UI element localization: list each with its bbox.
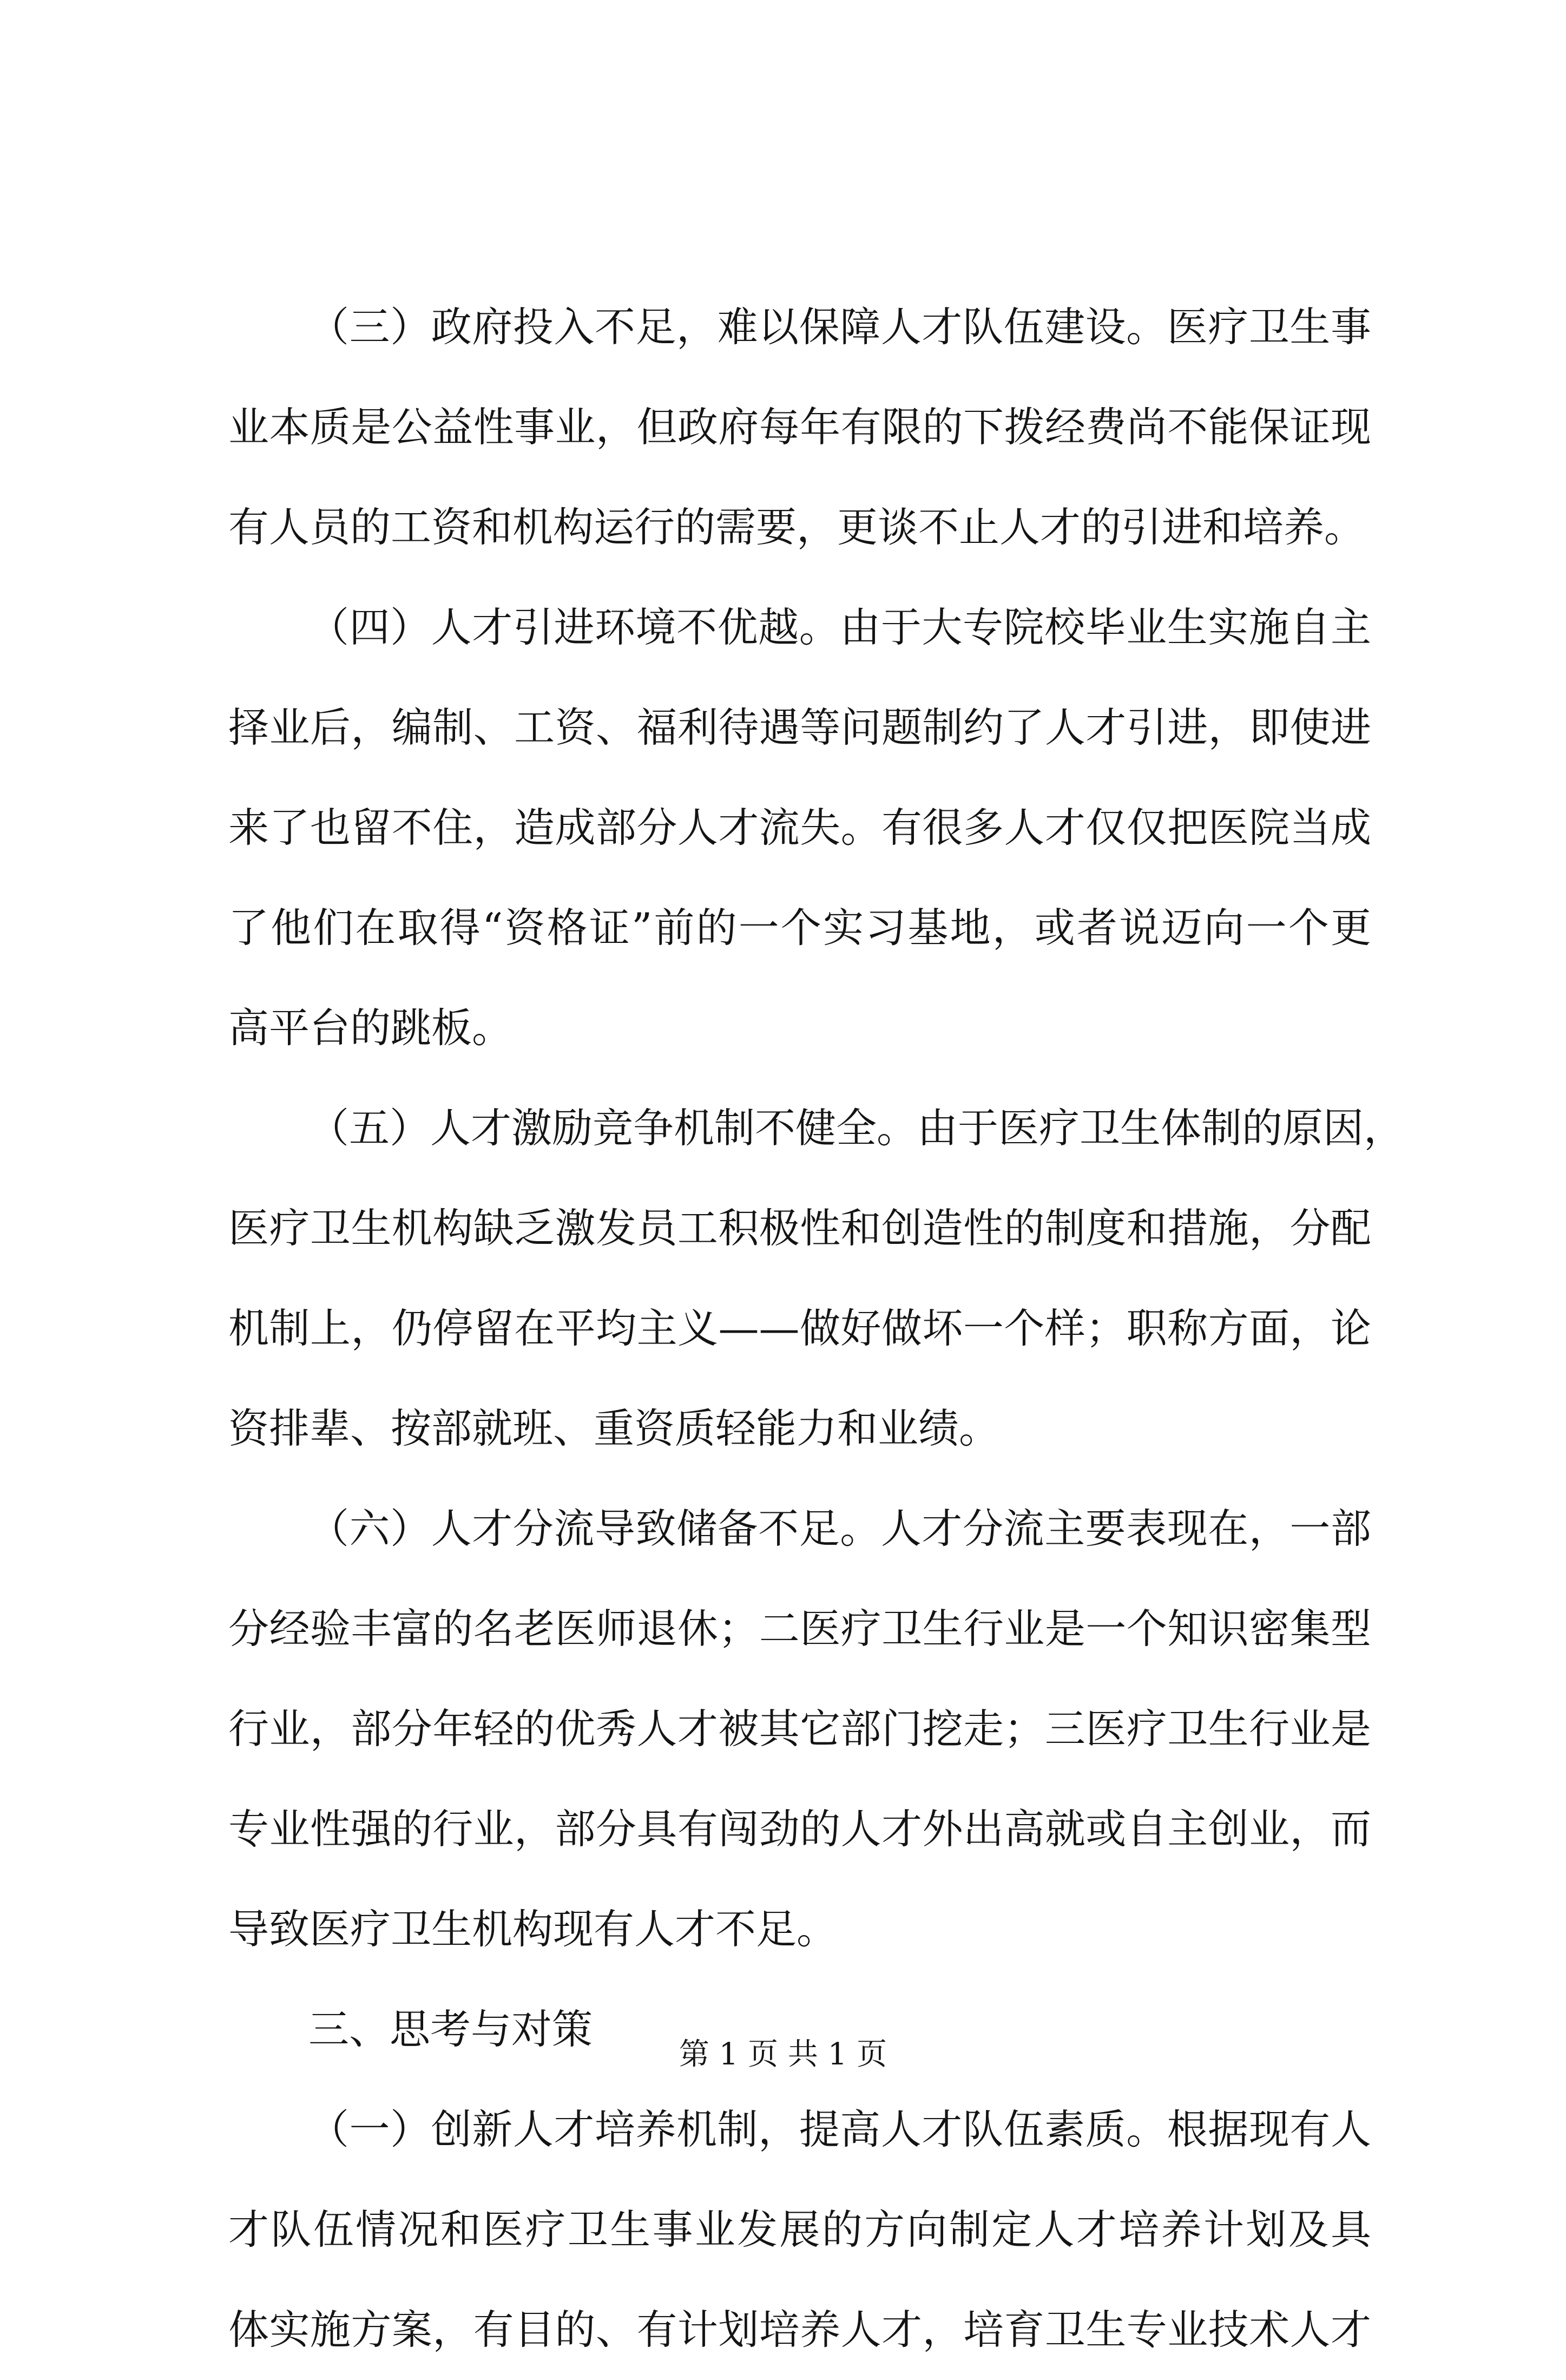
subsection-1-line-3: 体实施方案，有目的、有计划培养人才，培育卫生专业技术人才 [228,2306,1371,2353]
subsection-1-line-1: （一）创新人才培养机制，提高人才队伍素质。根据现有人 [308,2106,1371,2153]
paragraph-4-line-3: 来了也留不住，造成部分人才流失。有很多人才仅仅把医院当成 [228,804,1371,851]
paragraph-6-line-3: 行业，部分年轻的优秀人才被其它部门挖走；三医疗卫生行业是 [228,1705,1371,1753]
paragraph-5-line-1: （五）人才激励竞争机制不健全。由于医疗卫生体制的原因， [308,1104,1405,1152]
paragraph-6-line-5: 导致医疗卫生机构现有人才不足。 [228,1905,838,1953]
paragraph-3-line-1: （三）政府投入不足，难以保障人才队伍建设。医疗卫生事 [308,303,1371,351]
paragraph-4-line-1: （四）人才引进环境不优越。由于大专院校毕业生实施自主 [308,604,1371,651]
paragraph-4-line-5: 高平台的跳板。 [228,1004,513,1052]
paragraph-5-line-2: 医疗卫生机构缺乏激发员工积极性和创造性的制度和措施，分配 [228,1204,1371,1252]
paragraph-5-line-3: 机制上，仍停留在平均主义——做好做坏一个样；职称方面，论 [228,1304,1371,1352]
paragraph-6-line-2: 分经验丰富的名老医师退休；二医疗卫生行业是一个知识密集型 [228,1605,1371,1653]
paragraph-6-line-4: 专业性强的行业，部分具有闯劲的人才外出高就或自主创业，而 [228,1805,1371,1853]
paragraph-3-line-3: 有人员的工资和机构运行的需要，更谈不止人才的引进和培养。 [228,503,1365,551]
section-heading: 三、思考与对策 [308,2005,593,2053]
paragraph-6-line-1: （六）人才分流导致储备不足。人才分流主要表现在，一部 [308,1505,1371,1552]
page-footer [0,2033,1566,2076]
paragraph-3-line-2: 业本质是公益性事业，但政府每年有限的下拨经费尚不能保证现 [228,403,1371,451]
paragraph-5-line-4: 资排辈、按部就班、重资质轻能力和业绩。 [228,1405,1000,1452]
subsection-1-line-2: 才队伍情况和医疗卫生事业发展的方向制定人才培养计划及具 [228,2206,1371,2253]
paragraph-4-line-4: 了他们在取得“资格证”前的一个实习基地，或者说迈向一个更 [228,904,1371,952]
paragraph-4-line-2: 择业后，编制、工资、福利待遇等问题制约了人才引进，即使进 [228,704,1371,751]
page-number-label: 第 1 页 共 1 页 [679,2037,887,2072]
